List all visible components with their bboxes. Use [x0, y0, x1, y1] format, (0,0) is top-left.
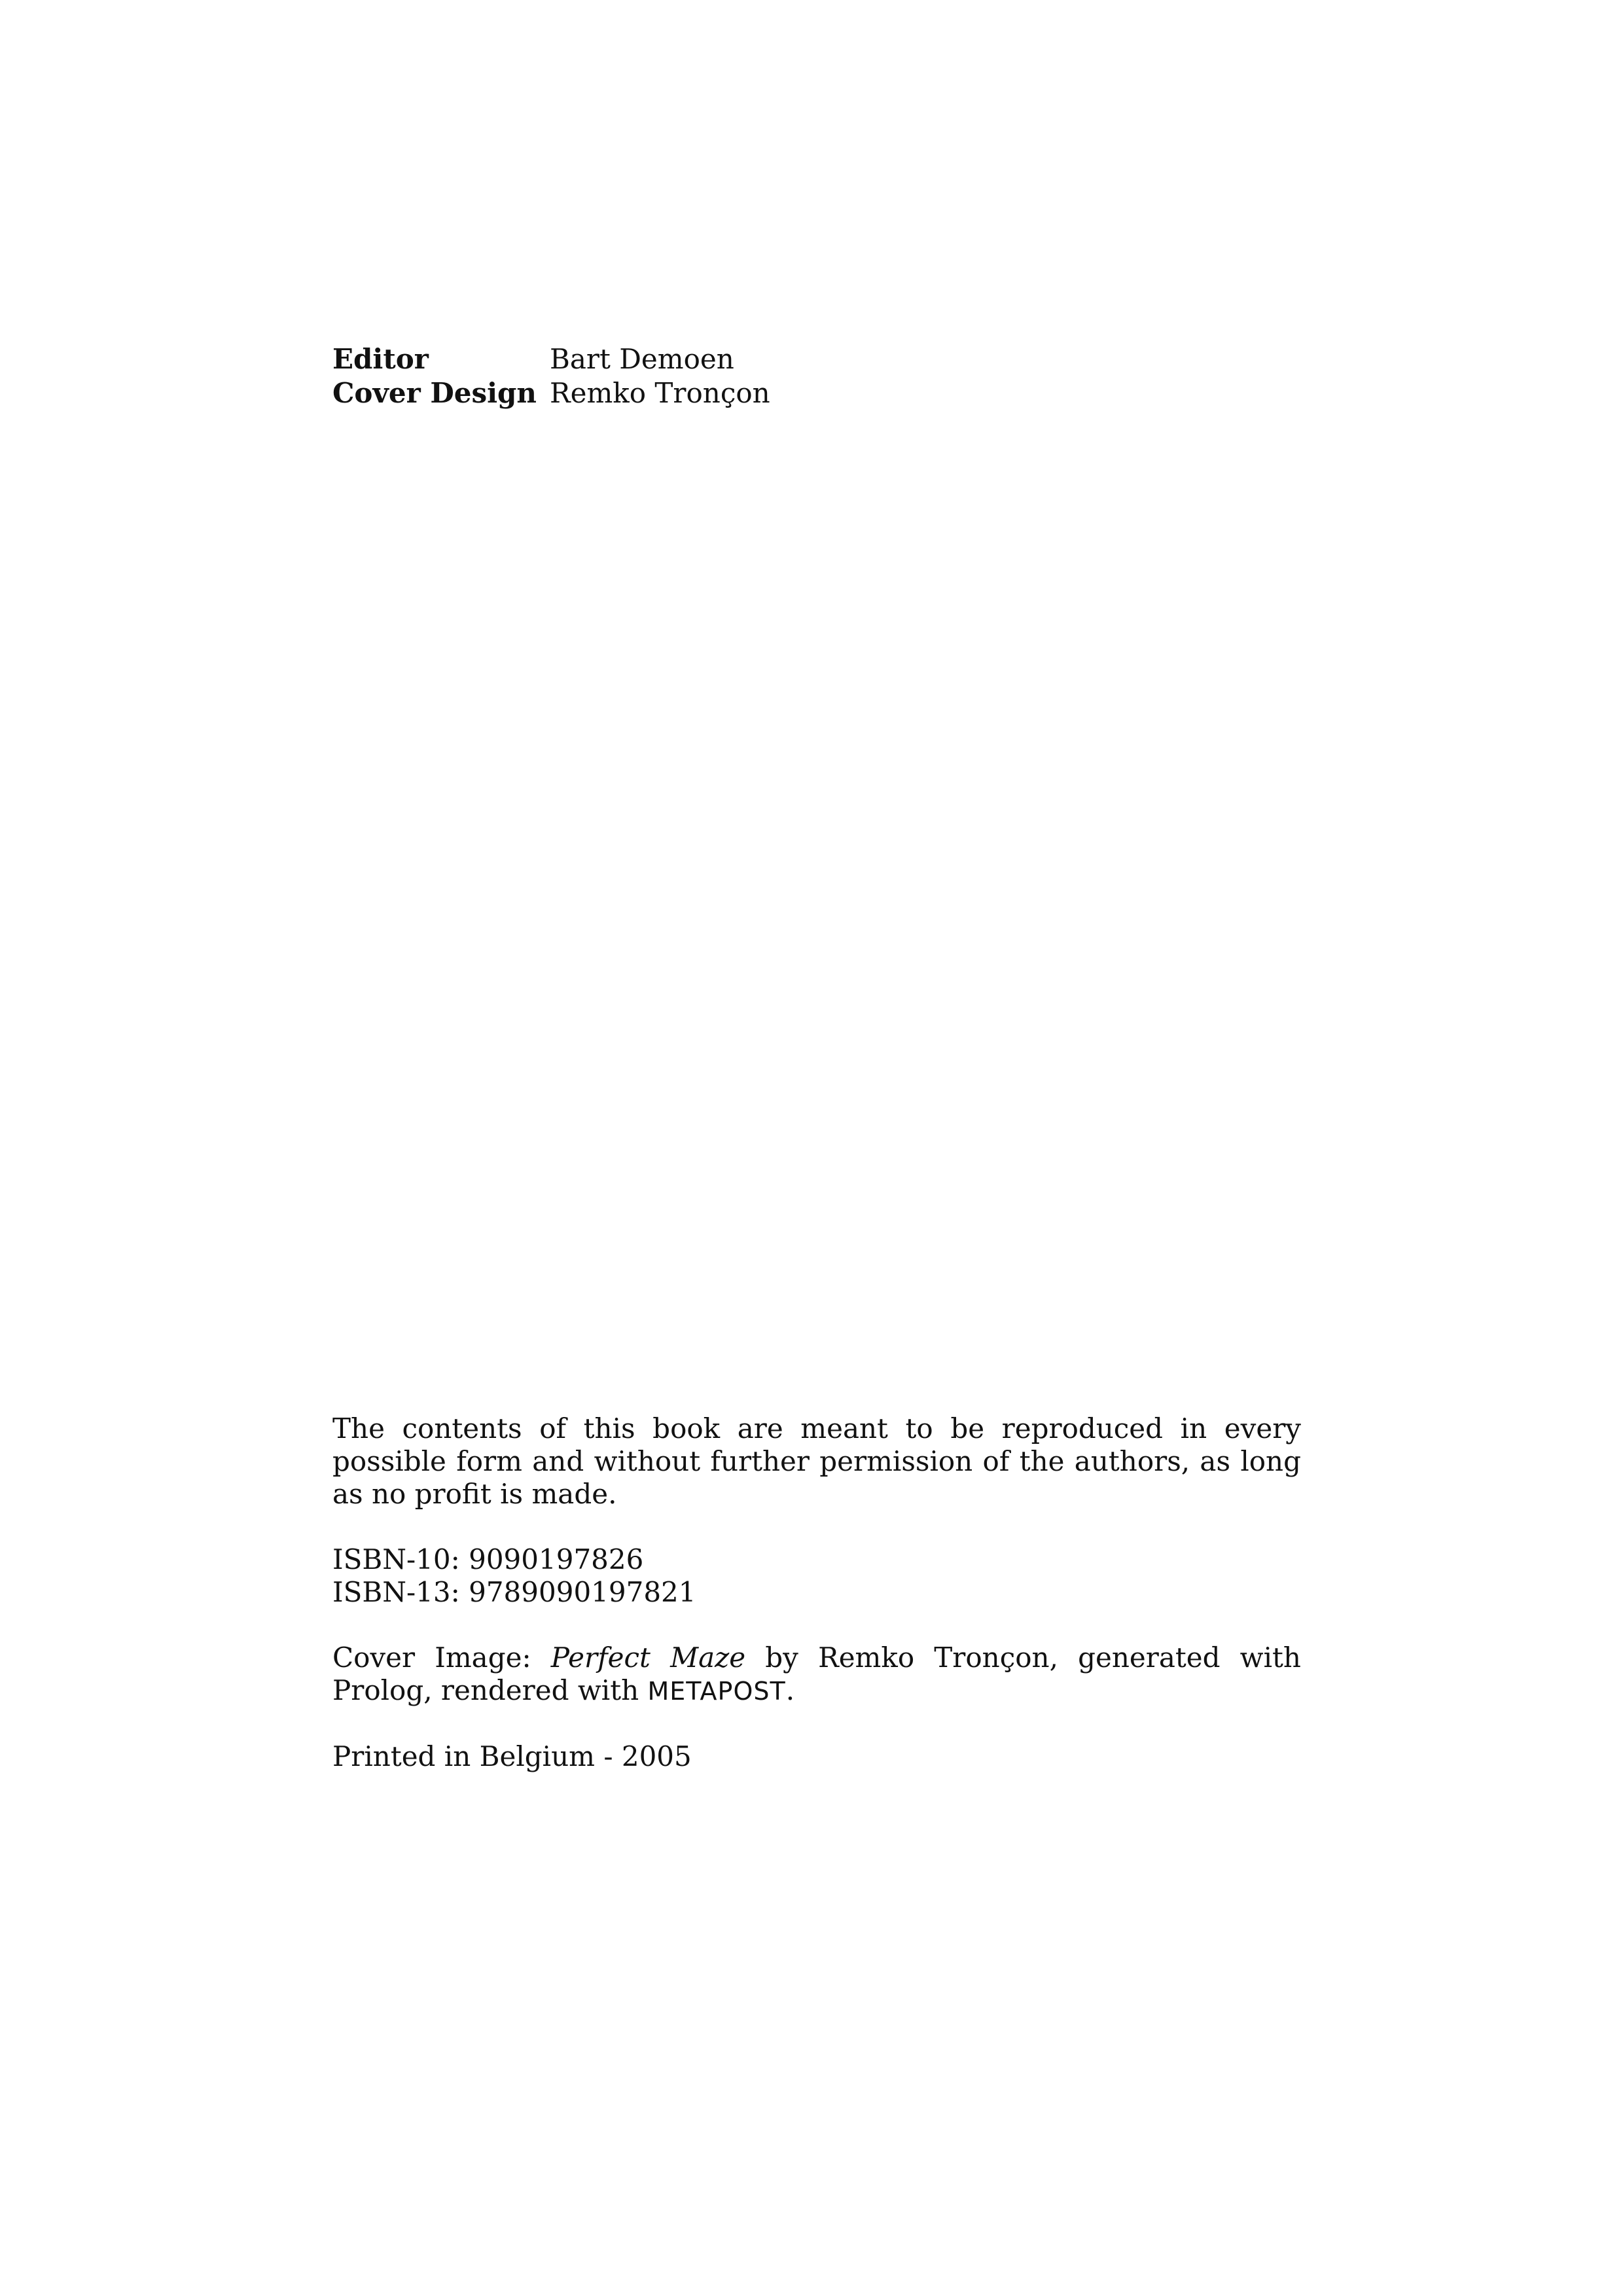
isbn-13: ISBN-13: 9789090197821: [332, 1576, 696, 1608]
cover-image-credit: [332, 1641, 1301, 1708]
isbn-10: ISBN-10: 9090197826: [332, 1543, 644, 1575]
cover-image-suffix: .: [785, 1674, 795, 1706]
copyright-notice: The contents of this book are meant to be reproduced in every possible form and without further permission of the authors, as long as no profit is made.: [332, 1412, 1301, 1510]
credit-name: Bart Demoen: [550, 343, 734, 375]
colophon-block: [332, 1412, 1301, 1773]
cover-image-middle: by Remko Tronçon, generated with Prolog, rendered with: [332, 1641, 1301, 1706]
printed-info: Printed in Belgium - 2005: [332, 1740, 692, 1772]
credits-block: [332, 342, 770, 410]
credit-row-editor: [332, 342, 770, 376]
credit-row-cover-design: [332, 376, 770, 410]
credit-name: Remko Tronçon: [550, 377, 770, 409]
metapost-logo-text: METAPOST: [647, 1677, 786, 1706]
cover-image-prefix: Cover Image:: [332, 1641, 551, 1674]
isbn-block: [332, 1543, 1301, 1609]
credit-role: Editor: [332, 343, 429, 375]
cover-image-title: Perfect Maze: [550, 1641, 746, 1674]
credit-role: Cover Design: [332, 377, 537, 409]
